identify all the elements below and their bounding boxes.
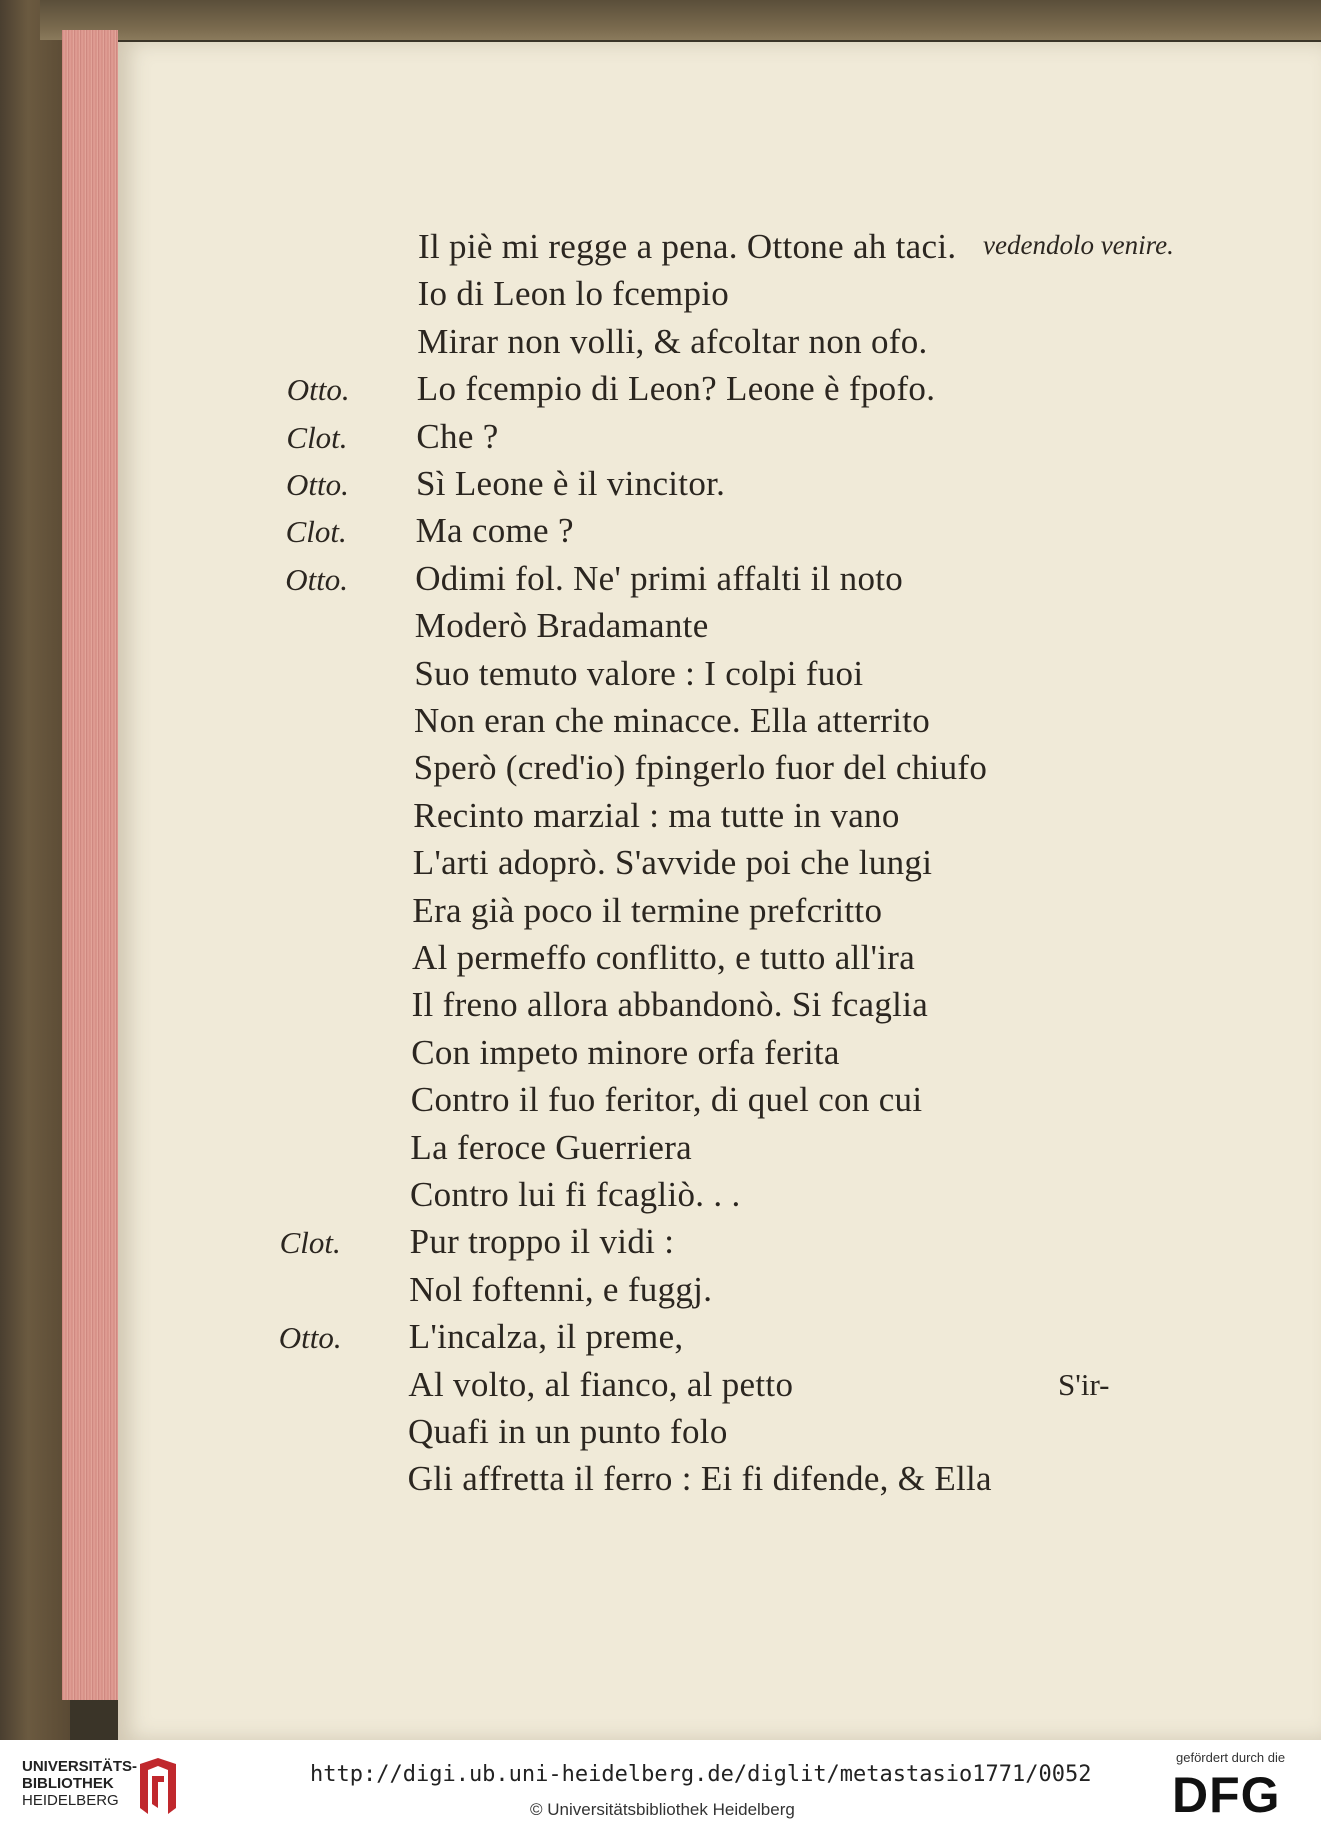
logo-line-2: BIBLIOTHEK (22, 1775, 114, 1792)
verse-line: Quafi in un punto folo (408, 1412, 728, 1451)
speaker-label: Otto. (286, 372, 350, 408)
verse-line: Sì Leone è il vincitor. (416, 464, 726, 503)
stage-direction: vedendolo venire. (983, 230, 1174, 260)
speaker-label: Clot. (285, 514, 347, 550)
verse-line: La feroce Guerriera (410, 1127, 692, 1167)
verse-line: Lo fcempio di Leon? Leone è fpofo. (416, 369, 936, 409)
library-logo-icon (134, 1758, 182, 1814)
funded-by-label: gefördert durch die (1176, 1750, 1286, 1765)
verse-line: Recinto marzial : ma tutte in vano (413, 795, 900, 835)
verse-line: Pur troppo il vidi : (409, 1222, 675, 1262)
verse-line: Che ? (416, 416, 499, 456)
verse-line: Al permeffo conflitto, e tutto all'ira (412, 938, 916, 977)
speaker-label: Otto. (285, 561, 349, 597)
verse-line: Il piè mi regge a pena. Ottone ah taci. (418, 227, 957, 266)
verse-line: Con impeto minore orfa ferita (411, 1032, 840, 1072)
verse-line: Contro lui fi fcagliò. . . (410, 1175, 741, 1214)
verse-line: Mirar non volli, & afcoltar non ofo. (417, 321, 928, 361)
copyright-notice: © Universitätsbibliothek Heidelberg (530, 1800, 795, 1819)
verse-line: Il freno allora abbandonò. Si fcaglia (411, 985, 929, 1025)
logo-line-1: UNIVERSITÄTS- (22, 1758, 138, 1775)
verse-line: Sperò (cred'io) fpingerlo fuor del chiufo (413, 748, 988, 788)
verse-line: L'incalza, il preme, (408, 1317, 684, 1357)
verse-line: L'arti adoprò. S'avvide poi che lungi (412, 843, 933, 883)
verse-line: Non eran che minacce. Ella atterrito (414, 701, 931, 740)
verse-line: Al volto, al fianco, al petto (408, 1364, 794, 1404)
verse-line: Nol foftenni, e fuggj. (409, 1269, 713, 1309)
book-page (118, 42, 1321, 1740)
book-red-page-edges (62, 30, 118, 1700)
verse-line: Io di Leon lo fcempio (417, 274, 730, 314)
speaker-label: Clot. (279, 1225, 341, 1261)
verse-line: Era già poco il termine prefcritto (412, 890, 883, 930)
verse-line: Gli affretta il ferro : Ei fi difende, & Ella (407, 1459, 992, 1499)
verse-line: Contro il fuo feritor, di quel con cui (410, 1080, 923, 1120)
speaker-label: Clot. (286, 419, 348, 455)
verse-line: Odimi fol. Ne' primi affalti il noto (415, 558, 904, 598)
speaker-label: Otto. (278, 1320, 342, 1356)
verse-line: Moderò Bradamante (414, 606, 709, 646)
library-logo[interactable] (22, 1758, 137, 1809)
speaker-label: Otto. (286, 467, 349, 502)
book-top-edge (40, 0, 1321, 40)
book-spine-edge (0, 0, 70, 1740)
logo-line-3: HEIDELBERG (22, 1792, 119, 1809)
dfg-logo[interactable]: DFG (1172, 1767, 1281, 1823)
catchword: S'ir- (1058, 1367, 1110, 1402)
permalink-url[interactable]: http://digi.ub.uni-heidelberg.de/diglit/metastasio1771/0052 (310, 1762, 1092, 1787)
verse-line: Suo temuto valore : I colpi fuoi (414, 653, 864, 693)
footer-bar (0, 1740, 1321, 1835)
verse-line: Ma come ? (415, 511, 574, 551)
